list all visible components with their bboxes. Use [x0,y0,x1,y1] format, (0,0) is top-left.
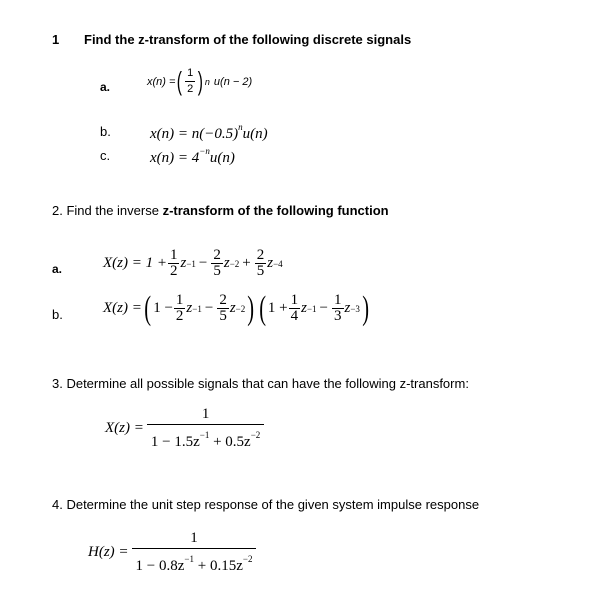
math-token: −2 [242,554,253,564]
q4-title: 4. Determine the unit step response of the given system impulse response [52,497,480,512]
math-token: H(z) = [88,543,129,560]
math-token: x(n) = n(−0.5) [150,126,239,142]
fraction [185,66,195,97]
math-token: ) [247,289,255,327]
q1a-label: a. [100,80,111,94]
math-token: 2 [256,247,265,263]
q1b-label: b. [100,124,111,139]
math-token: X(z) = 1 + [103,255,167,271]
math-token: 1 [290,292,299,308]
math-token: ) [197,66,204,96]
math-token: 1 [175,292,184,308]
math-token: 1 [147,404,264,425]
exponent: n [204,76,210,87]
math-token: −n [199,146,210,156]
math-token: − [204,300,214,316]
math-token [255,248,267,279]
math-token: ( [144,289,151,327]
math-token [289,293,301,324]
math-token: u(n) [242,126,268,142]
math-token: −2 [250,430,261,440]
math-token: 2 [213,247,221,263]
math-token: 3 [334,308,342,324]
math-token: −3 [350,303,360,314]
q3-equation [105,404,264,452]
math-token: 1 − [153,300,173,316]
math-token: x(n) = 4 [150,150,200,166]
math-token: u(n) [209,150,235,166]
math-token [147,404,264,452]
math-token: ( [258,289,266,327]
math-token: n [238,122,243,132]
q1-number: 1 [52,32,60,47]
math-token: −1 [184,554,194,564]
math-token: 2 [169,263,178,279]
math-token: z [267,255,274,271]
math-token: 5 [219,308,227,324]
math-token: ) [362,289,369,327]
math-token: + [242,255,251,271]
q1-title: Find the z-transform of the following discrete signals [84,32,412,47]
q2-title [52,203,389,218]
q1b-equation [150,122,268,143]
math-token: −1 [199,430,210,440]
math-token: z-transform of the following function [162,203,389,218]
math-token: + 0.15z [194,558,243,574]
math-token [132,549,257,576]
q3-title: 3. Determine all possible signals that can have the following z-transform: [52,376,469,391]
math-token: −2 [235,303,246,314]
math-token: z [186,300,193,316]
math-token: 5 [213,263,221,279]
math-token: 1 [169,247,178,263]
math-token: z [301,300,307,316]
math-token [174,293,186,324]
math-token: 2 [187,83,194,95]
math-token: 5 [256,263,265,279]
q2b-equation [103,289,371,327]
math-token: + 0.5z [209,434,251,450]
math-token [147,425,264,452]
lhs: x(n) = [147,75,176,88]
math-token: −1 [192,303,202,314]
math-token [217,293,229,324]
q4-equation [88,528,256,576]
math-token [211,248,223,279]
q1c-equation [150,146,235,167]
math-token: z [180,255,187,271]
math-token: −4 [273,258,283,269]
math-token: − [319,300,328,316]
math-token: ( [177,66,183,96]
math-token: z [344,300,351,316]
math-token: −1 [306,303,317,314]
math-token: X(z) = [103,300,142,316]
math-token: X(z) = [105,419,144,436]
rhs: u(n − 2) [213,75,253,88]
q2a-equation [103,248,283,279]
math-token [132,528,257,576]
q2a-label: a. [52,262,63,276]
math-token: 1 + [267,300,288,316]
math-token: z [223,255,230,271]
math-token: 1 [185,66,195,82]
math-token: − [198,255,208,271]
math-token: 2 [175,308,184,324]
math-token: 2 [219,292,227,308]
math-token: −2 [229,258,240,269]
math-token: 4 [290,308,299,324]
math-token: 2. Find the inverse [52,203,163,218]
math-token [168,248,180,279]
math-token: z [229,300,236,316]
math-token [332,293,344,324]
math-token: 1 [132,528,257,549]
q1a-equation [147,66,252,97]
math-token: 1 − 0.8z [135,558,185,574]
q1c-label: c. [100,148,111,163]
q2b-label: b. [52,307,63,322]
math-token: −1 [186,258,196,269]
math-token: 1 − 1.5z [150,434,200,450]
math-token: 1 [334,292,342,308]
